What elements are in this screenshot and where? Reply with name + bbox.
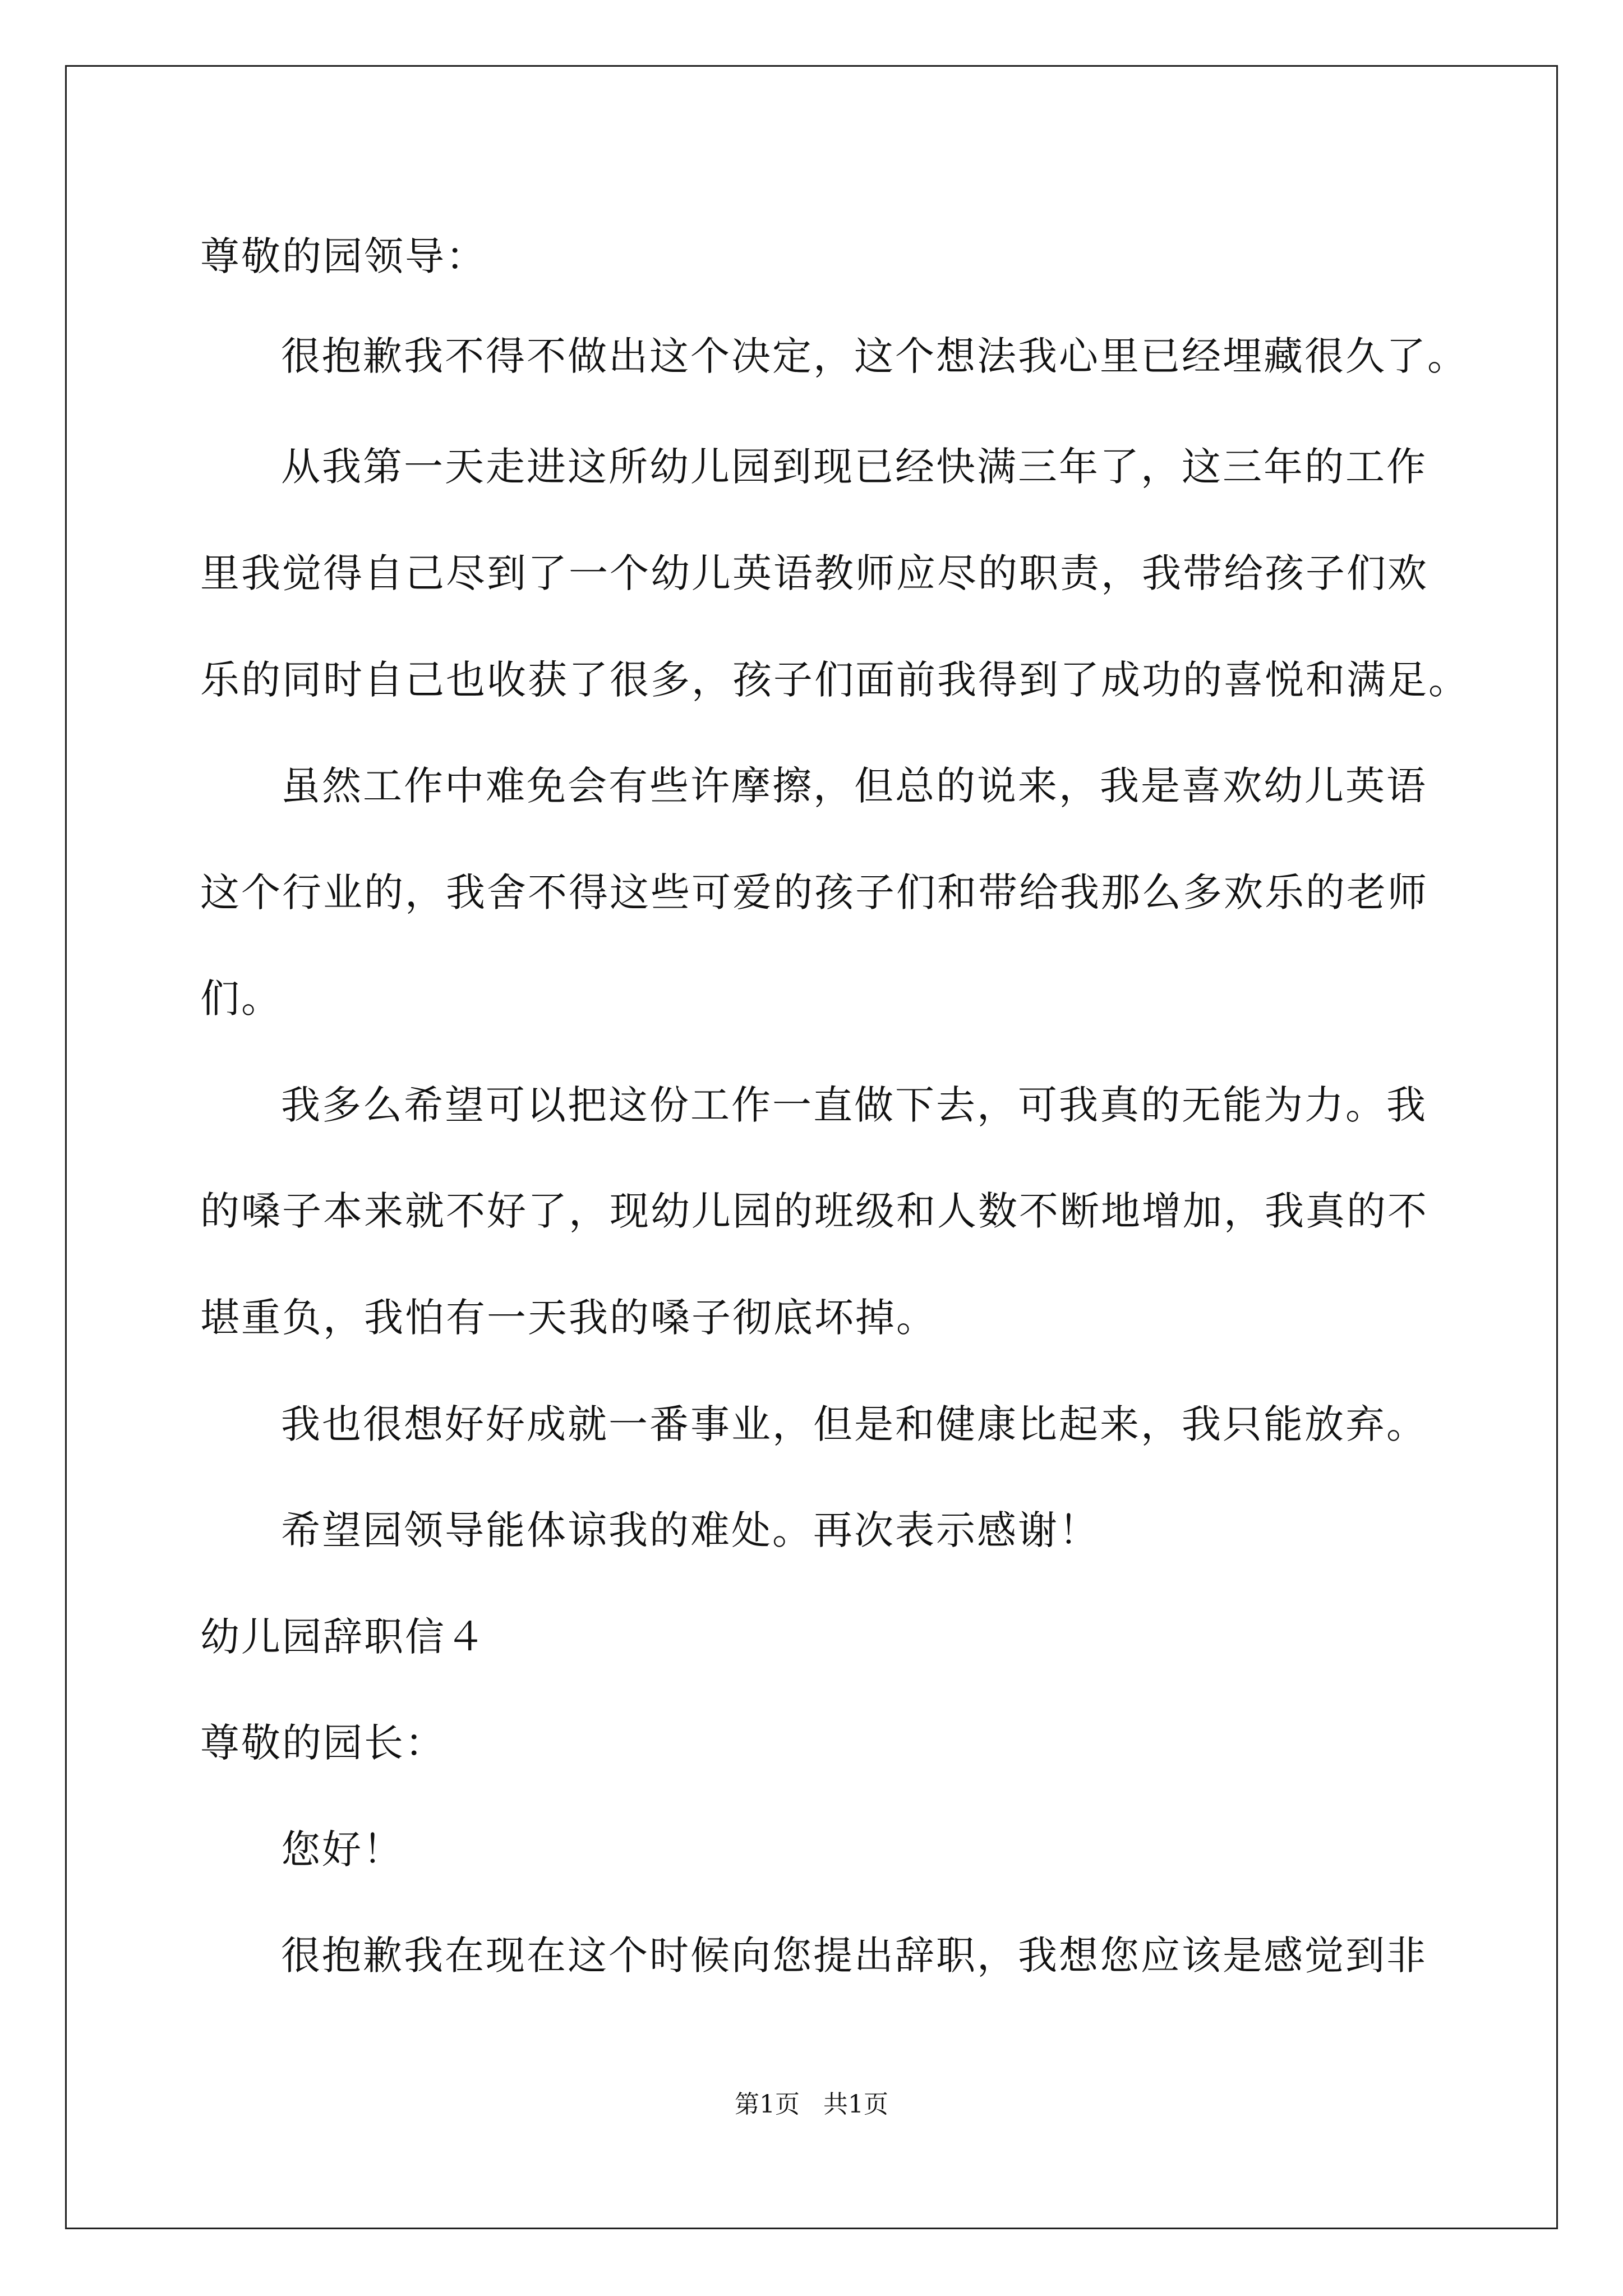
paragraph-line: 的嗓子本来就不好了，现幼儿园的班级和人数不断地增加，我真的不 [200, 1188, 1428, 1234]
section-heading: 幼儿园辞职信４ [200, 1614, 487, 1660]
paragraph-line: 们。 [200, 976, 282, 1022]
paragraph-line: 很抱歉我在现在这个时候向您提出辞职，我想您应该是感觉到非 [281, 1932, 1427, 1978]
paragraph-line: 从我第一天走进这所幼儿园到现已经快满三年了，这三年的工作 [281, 444, 1427, 490]
salutation: 尊敬的园长： [200, 1720, 446, 1766]
paragraph-line: 希望园领导能体谅我的难处。再次表示感谢！ [281, 1507, 1100, 1553]
paragraph-line: 很抱歉我不得不做出这个决定，这个想法我心里已经埋藏很久了。 [281, 333, 1468, 379]
salutation: 尊敬的园领导： [200, 233, 487, 279]
paragraph-line: 虽然工作中难免会有些许摩擦，但总的说来，我是喜欢幼儿英语 [281, 763, 1427, 809]
paragraph-line: 我多么希望可以把这份工作一直做下去，可我真的无能为力。我 [281, 1082, 1427, 1128]
page-footer: 第1页 共1页 [735, 2090, 888, 2119]
greeting: 您好！ [281, 1826, 404, 1872]
paragraph-line: 这个行业的，我舍不得这些可爱的孩子们和带给我那么多欢乐的老师 [200, 869, 1428, 915]
page-frame [65, 65, 1558, 2229]
paragraph-line: 堪重负，我怕有一天我的嗓子彻底坏掉。 [200, 1295, 937, 1341]
paragraph-line: 我也很想好好成就一番事业，但是和健康比起来，我只能放弃。 [281, 1401, 1427, 1447]
paragraph-line: 里我觉得自己尽到了一个幼儿英语教师应尽的职责，我带给孩子们欢 [200, 550, 1428, 596]
paragraph-line: 乐的同时自己也收获了很多，孩子们面前我得到了成功的喜悦和满足。 [200, 657, 1469, 703]
